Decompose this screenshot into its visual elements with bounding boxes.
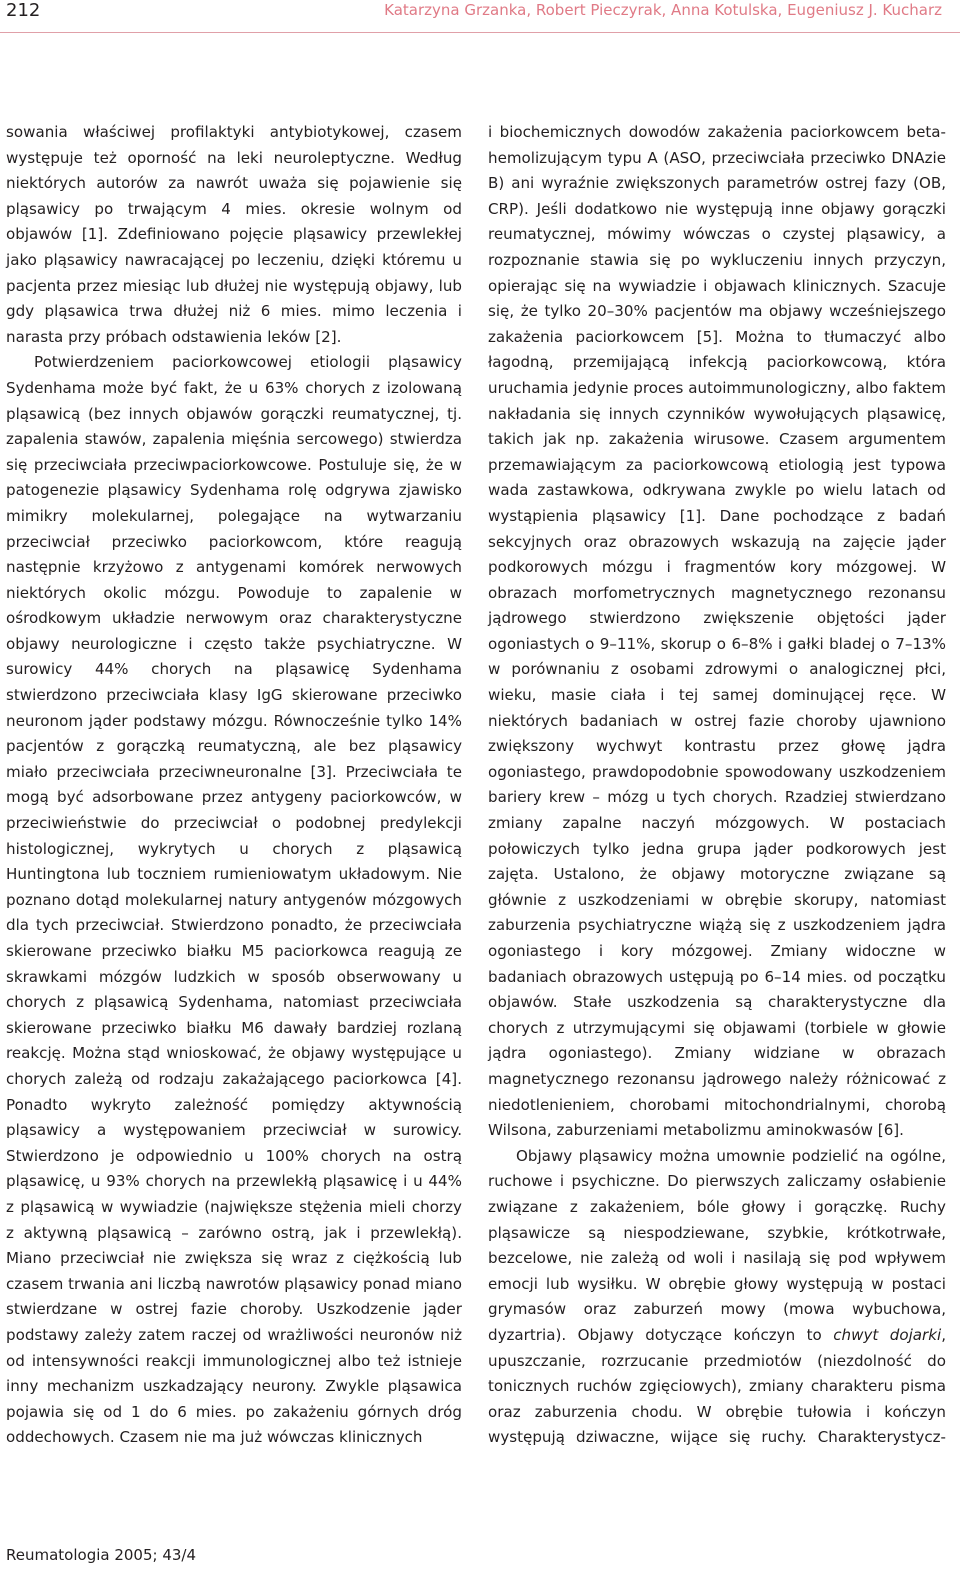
left-paragraph-1: sowania właściwej profilaktyki antybiotykowej, czasem występuje też oporność na leki neuroleptyczne. Według niektórych autorów za nawrót uważa się pojawienie się pląsawicy po trwającym 4 mies. okresie wolnym od objawów [1]. Zdefiniowano pojęcie pląsawicy przewlekłej jako pląsawicy nawracającej po leczeniu, dzięki któremu u pacjenta przez miesiąc lub dłużej nie występują objawy, lub gdy pląsawica trwa dłużej niż 6 mies. mimo leczenia i narasta przy próbach odstawienia leków [2]. <box>6 123 462 346</box>
left-paragraph-2: Potwierdzeniem paciorkowcowej etiologii pląsawicy Sydenhama może być fakt, że u 63% chorych z izolowaną pląsawicą (bez innych objawów gorączki reumatycznej, tj. zapalenia stawów, zapalenia mięśnia sercowego) stwierdza się przeciwciała przeciwpaciorkowcowe. Postuluje się, że w patogenezie pląsawicy Sydenhama rolę odgrywa zjawisko mimikry molekularnej, polegające na wytwarzaniu przeciwciał przeciwko paciorkowcom, które reagują następnie krzyżowo z antygenami komórek nerwowych niektórych okolic mózgu. Powoduje to zapalenie w ośrodkowym układzie nerwowym oraz charakterystyczne objawy neurologiczne i często także psychiatryczne. W surowicy 44% chorych na pląsawicę Sydenhama stwierdzono przeciwciała klasy IgG skierowane przeciwko neuronom jąder podstawy mózgu. Równocześnie tylko 14% pacjentów z gorączką reumatyczną, ale bez pląsawicy miało przeciwciała przeciwneuronalne [3]. Przeciwciała te mogą być adsorbowane przez antygeny paciorkowców, w przeciwieństwie do przeciwciał o podobnej predylekcji histologicznej, wykrytych u chorych z pląsawicą Huntingtona lub toczniem rumieniowatym układowym. Nie poznano dotąd molekularnej natury antygenów mózgowych dla tych przeciwciał. Stwierdzono ponadto, że przeciwciała skierowane przeciwko białku M5 paciorkowca reagują ze skrawkami mózgów ludzkich w sposób obserwowany u chorych z pląsawicą Sydenhama, natomiast przeciwciała skierowane przeciwko białku M6 dawały bardziej rozlaną reakcję. Można stąd wnioskować, że objawy występujące u chorych zależą od rodzaju zakażającego paciorkowca [4]. Ponadto wykryto zależność pomiędzy aktywnością pląsawicy a występowaniem przeciwciał w surowicy. Stwierdzono je odpowiednio u 100% chorych na ostrą pląsawicę, u 93% chorych na przewlekłą pląsawicę i u 44% z pląsawicą w wywiadzie (największe stężenia mieli chorzy z aktywną pląsawicą – zarówno ostrą, jak i przewlekłą). Miano przeciwciał nie zwiększa się wraz z ciężkością lub czasem trwania ani liczbą nawrotów pląsawicy ponad miano stwierdzane w ostrej fazie choroby. Uszkodzenie jąder podstawy zależy zatem raczej od wrażliwości neuronów niż od intensywności reakcji immunologicznej albo też istnieje inny mechanizm uszkadzający neurony. Zwykle pląsawica pojawia się od 1 do 6 mies. po zakażeniu górnych dróg oddechowych. Czasem nie ma już wówczas klinicznych <box>6 353 462 1447</box>
right-paragraph-2-end: , upuszczanie, rozrzucanie przedmiotów (niezdolność do tonicznych ruchów zgięciowych), zmiany charakteru pisma oraz zaburzenia chodu. W obrębie tułowia i kończyn występują dziwaczne, wijące się ruchy. Charakterystycz- <box>488 1325 946 1447</box>
right-paragraph-2-start: Objawy pląsawicy można umownie podzielić na ogólne, ruchowe i psychiczne. Do pierwszych zaliczamy osłabienie związane z zakażeniem, bóle głowy i gorączkę. Ruchy pląsawicze są niespodziewane, szybkie, krótkotrwałe, bezcelowe, nie zależą od woli i nasilają się pod wpływem emocji lub wysiłku. W obrębie głowy występują w postaci grymasów oraz zaburzeń mowy (mowa wybuchowa, dyzartria). Objawy dotyczące kończyn to <box>488 1146 946 1344</box>
right-paragraph-1: i biochemicznych dowodów zakażenia paciorkowcem beta-hemolizującym typu A (ASO, przeciwciała przeciwko DNAzie B) ani wyraźnie zwiększonych parametrów ostrej fazy (OB, CRP). Jeśli dodatkowo nie występują inne objawy gorączki reumatycznej, mówimy wówczas o czystej pląsawicy, a rozpoznanie stawia się po wykluczeniu innych przyczyn, opierając się na wywiadzie i objawach klinicznych. Szacuje się, że tylko 20–30% pacjentów ma objawy wcześniejszego zakażenia paciorkowcem [5]. Można to tłumaczyć albo łagodną, przemijającą infekcją paciorkowcową, która uruchamia jedynie proces autoimmunologiczny, albo faktem nakładania się innych czynników wywołujących pląsawicę, takich jak np. zakażenia wirusowe. Czasem argumentem przemawiającym za paciorkowcową etiologią jest typowa wada zastawkowa, odkrywana zwykle po wielu latach od wystąpienia pląsawicy [1]. Dane pochodzące z badań sekcyjnych oraz obrazowych wskazują na zajęcie jąder podkorowych mózgu i fragmentów kory mózgowej. W obrazach morfometrycznych magnetycznego rezonansu jądrowego stwierdzono zwiększenie objętości jąder ogoniastych o 9–11%, skorup o 6–8% i gałki bladej o 7–13% w porównaniu z osobami zdrowymi o analogicznej płci, wieku, masie ciała i tej samej dominującej ręce. W niektórych badaniach w ostrej fazie choroby ujawniono zwiększony wychwyt kontrastu przez głowę jądra ogoniastego, prawdopodobnie spowodowany uszkodzeniem bariery krew – mózg u tych chorych. Rzadziej stwierdzano zmiany zapalne naczyń mózgowych. W postaciach połowiczych tylko jedna grupa jąder podkorowych jest zajęta. Ustalono, że objawy motoryczne związane są głównie z uszkodzeniami w obrębie skorupy, natomiast zaburzenia psychiatryczne wiążą się z uszkodzeniem jądra ogoniastego i kory mózgowej. Zmiany widoczne w badaniach obrazowych ustępują po 6–14 mies. od początku objawów. Stałe uszkodzenia są charakterystyczne dla chorych z utrzymującymi się objawami (torbiele w głowie jądra ogoniastego). Zmiany widziane w obrazach magnetycznego rezonansu jądrowego należy różnicować z niedotlenieniem, chorobami mitochondrialnymi, chorobą Wilsona, zaburzeniami metabolizmu aminokwasów [6]. <box>488 123 946 1140</box>
header-rule <box>0 32 960 33</box>
left-column <box>6 120 462 1451</box>
right-paragraph-2-italic-term: chwyt dojarki <box>833 1325 942 1344</box>
running-head-authors: Katarzyna Grzanka, Robert Pieczyrak, Anna Kotulska, Eugeniusz J. Kucharz <box>384 1 942 19</box>
right-paragraph-2 <box>488 1144 946 1451</box>
right-column <box>488 120 946 1451</box>
journal-footer: Reumatologia 2005; 43/4 <box>6 1546 197 1564</box>
page-number: 212 <box>6 0 41 21</box>
